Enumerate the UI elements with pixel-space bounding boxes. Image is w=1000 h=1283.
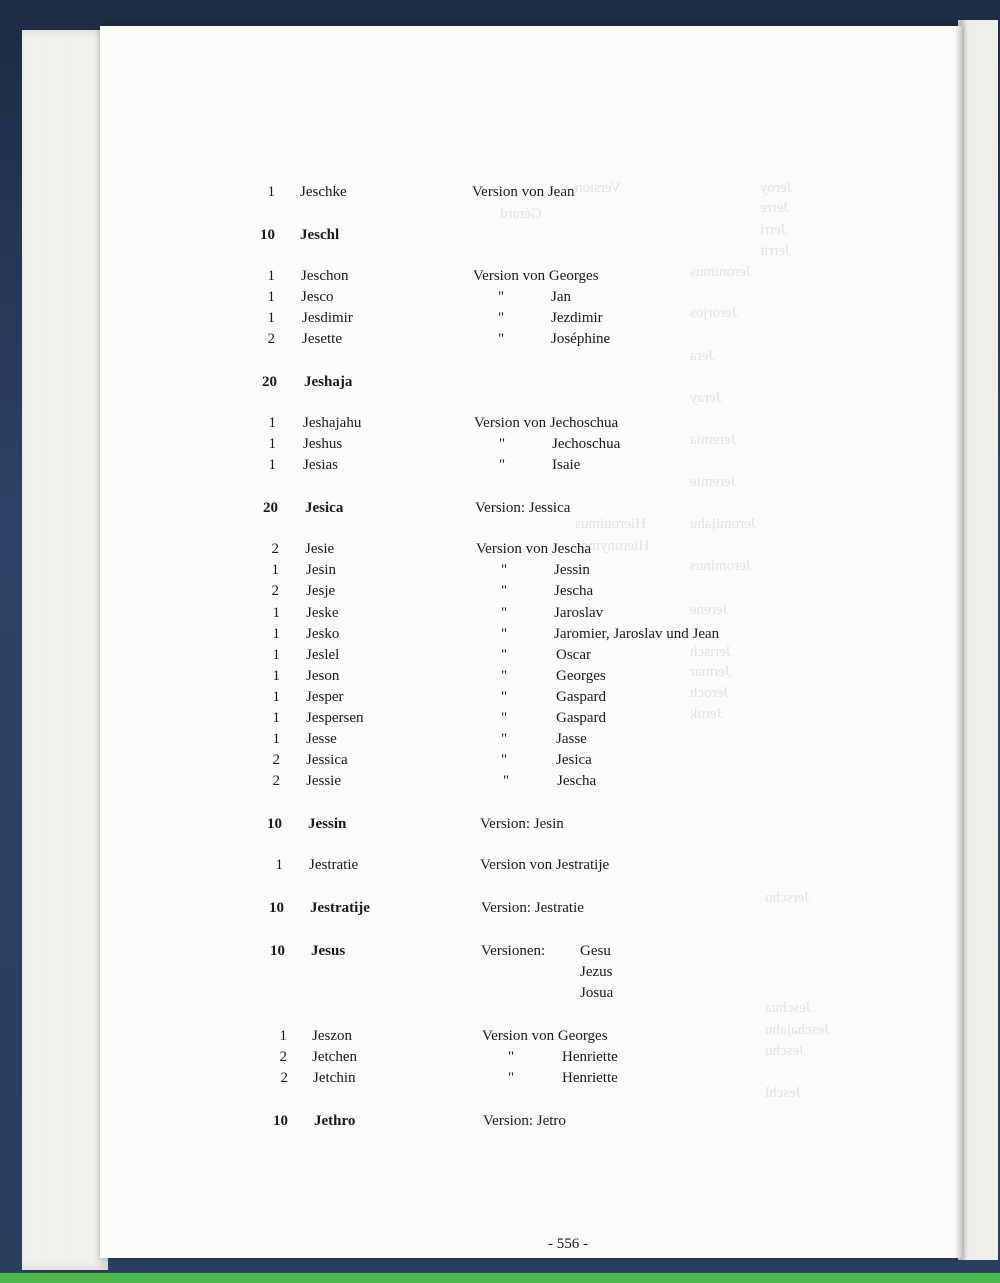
entry-count: 20	[262, 374, 277, 390]
ditto-mark: "	[501, 647, 508, 663]
entry-version: Isaie	[552, 457, 581, 473]
entry-version: Georges	[556, 668, 606, 684]
entry-version: Jesica	[556, 752, 592, 768]
ditto-mark: "	[508, 1070, 515, 1086]
entry-name: Jethro	[314, 1113, 356, 1129]
entry-name: Jeshus	[303, 436, 343, 452]
entry-version: Version von Jechoschua	[474, 415, 619, 431]
entry-count: 1	[272, 668, 280, 684]
entry-version: Joséphine	[551, 331, 611, 347]
entry-count: 10	[267, 816, 282, 832]
entry-name: Jessie	[306, 773, 341, 789]
entry-version: Jaroslav	[554, 605, 604, 621]
entry-version: Version von Jescha	[476, 541, 591, 557]
entry-count: 1	[271, 562, 279, 578]
entry-name: Jesin	[306, 562, 336, 578]
entry-name: Jesus	[311, 943, 346, 959]
entry-count: 1	[279, 1028, 287, 1044]
entry-name: Jesse	[306, 731, 337, 747]
entry-count: 10	[270, 943, 285, 959]
ditto-mark: "	[498, 331, 505, 347]
entry-count: 1	[275, 857, 283, 873]
entry-name: Jeshajahu	[303, 415, 362, 431]
ditto-mark: "	[501, 752, 508, 768]
entry-version: Jezdimir	[551, 310, 603, 326]
entry-name: Jetchen	[312, 1049, 357, 1065]
page-number: - 556 -	[548, 1236, 588, 1252]
entry-count: 2	[280, 1070, 288, 1086]
entry-count: 1	[272, 731, 280, 747]
entry-version: Gaspard	[556, 689, 606, 705]
entry-count: 1	[272, 626, 280, 642]
ditto-mark: "	[501, 562, 508, 578]
entry-count: 1	[272, 605, 280, 621]
entry-name: Jesper	[306, 689, 344, 705]
entry-version: Jescha	[557, 773, 597, 789]
ditto-mark: "	[498, 310, 505, 326]
entry-count: 10	[260, 227, 275, 243]
entry-count: 1	[267, 268, 275, 284]
entry-name: Jesica	[305, 500, 344, 516]
book-page	[100, 26, 962, 1258]
ditto-mark: "	[501, 710, 508, 726]
ditto-mark: "	[499, 457, 506, 473]
ditto-mark: "	[501, 668, 508, 684]
entry-count: 1	[272, 710, 280, 726]
entry-count: 2	[271, 583, 279, 599]
entry-name: Jetchin	[313, 1070, 356, 1086]
entry-name: Jessica	[306, 752, 348, 768]
version-list-item: Gesu	[580, 943, 611, 959]
entry-name: Jestratije	[310, 900, 370, 916]
entry-name: Jesdimir	[302, 310, 353, 326]
entry-name: Jesje	[306, 583, 336, 599]
entry-version: Version von Jean	[472, 184, 575, 200]
entry-version: Versionen:	[481, 943, 546, 959]
ditto-mark: "	[501, 626, 508, 642]
ditto-mark: "	[501, 731, 508, 747]
version-list-item: Josua	[580, 985, 614, 1001]
entry-name: Jeslel	[306, 647, 340, 663]
entry-name: Jeschon	[301, 268, 349, 284]
entry-count: 1	[267, 184, 275, 200]
entry-name: Jesie	[305, 541, 335, 557]
entry-count: 1	[272, 647, 280, 663]
entry-count: 1	[267, 310, 275, 326]
entry-version: Version: Jessica	[475, 500, 571, 516]
entry-count: 1	[272, 689, 280, 705]
version-list-item: Jezus	[580, 964, 613, 980]
entry-version: Jescha	[554, 583, 594, 599]
entry-count: 1	[268, 436, 276, 452]
entry-name: Jespersen	[306, 710, 364, 726]
book-page-edges-left	[22, 30, 108, 1270]
entry-name: Jeschl	[300, 227, 340, 243]
entry-count: 2	[271, 541, 279, 557]
entry-count: 1	[268, 415, 276, 431]
entry-count: 2	[267, 331, 275, 347]
entry-count: 1	[268, 457, 276, 473]
entry-count: 1	[267, 289, 275, 305]
entry-name: Jeszon	[312, 1028, 352, 1044]
ditto-mark: "	[503, 773, 510, 789]
ditto-mark: "	[508, 1049, 515, 1065]
ditto-mark: "	[499, 436, 506, 452]
entry-version: Henriette	[562, 1070, 618, 1086]
entry-version: Version: Jetro	[483, 1113, 566, 1129]
entry-count: 2	[279, 1049, 287, 1065]
entry-count: 2	[272, 773, 280, 789]
entry-count: 10	[273, 1113, 288, 1129]
entry-version: Gaspard	[556, 710, 606, 726]
entry-version: Henriette	[562, 1049, 618, 1065]
entry-count: 2	[272, 752, 280, 768]
entry-count: 20	[263, 500, 278, 516]
ditto-mark: "	[501, 583, 508, 599]
entry-version: Jechoschua	[552, 436, 621, 452]
entry-name: Jesette	[302, 331, 342, 347]
ditto-mark: "	[501, 689, 508, 705]
entry-version: Jessin	[554, 562, 590, 578]
ditto-mark: "	[498, 289, 505, 305]
entry-name: Jeske	[306, 605, 339, 621]
entry-name: Jeson	[306, 668, 340, 684]
bottom-strip	[0, 1273, 1000, 1283]
entry-count: 10	[269, 900, 284, 916]
entry-version: Jasse	[556, 731, 587, 747]
entry-name: Jesco	[301, 289, 334, 305]
entry-version: Jaromier, Jaroslav und Jean	[554, 626, 720, 642]
entry-version: Version von Georges	[473, 268, 599, 284]
entry-version: Version von Jestratije	[480, 857, 610, 873]
entry-name: Jessin	[308, 816, 347, 832]
entry-version: Version: Jesin	[480, 816, 564, 832]
entry-version: Oscar	[556, 647, 591, 663]
entry-name: Jestratie	[309, 857, 359, 873]
entry-name: Jesko	[306, 626, 340, 642]
entry-version: Version: Jestratie	[481, 900, 584, 916]
spine-shadow	[955, 20, 967, 1260]
entry-version: Jan	[551, 289, 571, 305]
entry-name: Jesias	[303, 457, 338, 473]
entry-version: Version von Georges	[482, 1028, 608, 1044]
ditto-mark: "	[501, 605, 508, 621]
entry-name: Jeshaja	[304, 374, 353, 390]
entry-name: Jeschke	[300, 184, 347, 200]
